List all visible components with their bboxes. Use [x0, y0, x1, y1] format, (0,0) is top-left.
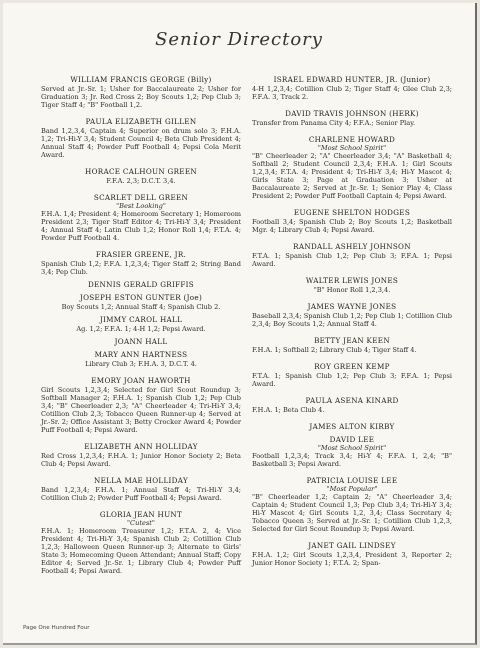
senior-entry — [252, 362, 452, 388]
senior-activities: "B" Cheerleader 1,2; Captain 2; "A" Cheerleader 3,4; Captain 4; Student Council 1,3; Pep Club 3,4; Tri-Hi-Y 3,4; Hi-Y Mascot 4; Girl Scouts 1,2, 3,4; Class Secretary 4; Tobacco Queen 3; Served at Jr.-Sr. 1; Cotillion Club 1,2,3, Selected for Girl Scout Roundup 3; Pepsi Award. — [252, 493, 452, 533]
senior-entry — [252, 208, 452, 234]
senior-entry — [41, 117, 241, 159]
senior-activities: Library Club 3; F.H.A. 3, D.C.T. 4. — [85, 360, 197, 368]
senior-activities: F.H.A. 1; Softball 2; Library Club 4; Tiger Staff 4. — [252, 346, 417, 354]
senior-name: DAVID LEE — [329, 435, 375, 444]
page-footer: Page One Hundred Four — [23, 625, 90, 631]
senior-superlative: "Best Looking" — [116, 202, 166, 210]
senior-activities: Spanish Club 1,2; F.F.A. 1,2,3,4; Tiger Staff 2; String Band 3,4; Pep Club. — [41, 260, 241, 276]
senior-entry — [41, 293, 241, 311]
senior-entry — [41, 337, 241, 346]
senior-entry — [252, 435, 452, 468]
senior-activities: F.T.A. 1; Spanish Club 1,2; Pep Club 3; F.F.A. 1; Pepsi Award. — [252, 372, 452, 388]
senior-entry — [252, 135, 452, 200]
senior-superlative: "Cutest" — [127, 519, 155, 527]
senior-entry — [252, 396, 452, 414]
senior-entry — [41, 250, 241, 276]
senior-activities: Served at Jr.-Sr. 1; Usher for Baccalaureate 2; Usher for Graduation 3; Jr. Red Cross 2; Boy Scouts 1,2; Pep Club 3; Tiger Staff 4; "B" Football 1,2. — [41, 85, 241, 109]
senior-name: JOSEPH ESTON GUNTER (Joe) — [79, 293, 203, 302]
senior-entry — [41, 442, 241, 468]
senior-name: JAMES ALTON KIRBY — [309, 422, 395, 431]
senior-entry — [252, 476, 452, 533]
senior-name: PAULA ASENA KINARD — [305, 396, 399, 405]
senior-name: FRASIER GREENE, JR. — [95, 250, 187, 259]
senior-name: JAMES WAYNE JONES — [307, 302, 397, 311]
senior-activities: Football 1,2,3,4; Track 3,4; Hi-Y 4; F.F.A. 1, 2,4; "B" Basketball 3; Pepsi Award. — [252, 452, 452, 468]
senior-entry — [252, 109, 452, 127]
senior-name: EUGENE SHELTON HODGES — [293, 208, 411, 217]
senior-activities: Boy Scouts 1,2; Annual Staff 4; Spanish Club 2. — [61, 303, 221, 311]
senior-name: RANDALL ASHELY JOHNSON — [293, 242, 411, 251]
right-column — [252, 75, 452, 575]
senior-activities: Baseball 2,3,4; Spanish Club 1,2; Pep Club 1; Cotillion Club 2,3,4; Boy Scouts 1,2; Annual Staff 4. — [252, 312, 452, 328]
senior-superlative: "Most Popular" — [326, 485, 378, 493]
senior-activities: 4-H 1,2,3,4; Cotillion Club 2; Tiger Staff 4; Glee Club 2,3; F.F.A. 3, Track 2. — [252, 85, 452, 101]
senior-activities: F.F.A. 2,3; D.C.T. 3,4. — [106, 177, 176, 185]
senior-activities: Band 1,2,3,4; F.H.A. 1; Annual Staff 4; Tri-Hi-Y 3,4; Cotillion Club 2; Powder Puff Football 4; Pepsi Award. — [41, 486, 241, 502]
senior-entry — [252, 276, 452, 294]
senior-entry — [252, 302, 452, 328]
senior-entry — [41, 193, 241, 242]
senior-name: ISRAEL EDWARD HUNTER, JR. (Junior) — [273, 75, 431, 84]
senior-name: EMORY JOAN HAWORTH — [91, 376, 191, 385]
senior-name: DAVID TRAVIS JOHNSON (HERK) — [285, 109, 419, 118]
senior-entry — [252, 75, 452, 101]
senior-name: PATRICIA LOUISE LEE — [306, 476, 398, 485]
senior-superlative: "Most School Spirit" — [317, 444, 387, 452]
senior-name: WILLIAM FRANCIS GEORGE (Billy) — [70, 75, 212, 84]
senior-activities: "B" Cheerleader 2; "A" Cheerleader 3,4; "A" Basketball 4; Softball 2; Student Council 2,3,4; F.H.A. 1; Girl Scouts 1,2,3,4; F.T.A. 4; President 4; Tri-Hi-Y 3,4; Hi-Y Mascot 4; Girls State 3; Page at Graduation 3; Usher at Baccalaureate 2; Served at Jr.-Sr. 1; Senior Play 4; Class President 2; Powder Puff Football Captain 4; Pepsi Award. — [252, 152, 452, 200]
senior-activities: Red Cross 1,2,3,4; F.H.A. 1; Junior Honor Society 2; Beta Club 4; Pepsi Award. — [41, 452, 241, 468]
senior-activities: Transfer from Panama City 4; F.F.A.; Senior Play. — [252, 119, 416, 127]
senior-activities: Girl Scouts 1,2,3,4; Selected for Girl Scout Roundup 3; Softball Manager 2; F.H.A. 1; Spanish Club 1,2; Pep Club 3,4; "B" Cheerleader 2,3; "A" Cheerleader 4; Tri-Hi-Y 3,4; Cotillion Club 2,3; Tobacco Queen Runner-up 4; Served at Jr.-Sr. 2; Office Assistant 3; Betty Crocker Award 4; Powder Puff Football 4; Pepsi Award. — [41, 386, 241, 434]
senior-activities: Football 3,4; Spanish Club 2; Boy Scouts 1,2; Basketball Mgr. 4; Library Club 4; Pepsi Award. — [252, 218, 452, 234]
senior-name: SCARLET DELL GREEN — [93, 193, 189, 202]
senior-activities: F.H.A. 1; Homeroom Treasurer 1,2; F.T.A. 2, 4; Vice President 4; Tri-Hi-Y 3,4; Spanish Club 2; Cotillion Club 1,2,3; Halloween Queen Runner-up 3; Alternate to Girls' State 3; Homecoming Queen Attendant; Annual Staff; Copy Editor 4; Served Jr.-Sr. 1; Library Club 4; Powder Puff Football 4; Pepsi Award. — [41, 527, 241, 575]
senior-entry — [41, 315, 241, 333]
senior-name: JIMMY CAROL HALL — [99, 315, 183, 324]
senior-name: JOANN HALL — [114, 337, 168, 346]
yearbook-page — [3, 3, 477, 645]
senior-name: GLORIA JEAN HUNT — [99, 510, 183, 519]
senior-name: WALTER LEWIS JONES — [305, 276, 399, 285]
senior-entry — [41, 167, 241, 185]
senior-name: ELIZABETH ANN HOLLIDAY — [84, 442, 198, 451]
senior-entry — [41, 510, 241, 575]
senior-entry — [41, 280, 241, 289]
senior-name: DENNIS GERALD GRIFFIS — [87, 280, 195, 289]
senior-name: CHARLENE HOWARD — [308, 135, 396, 144]
senior-activities: Ag. 1,2; F.F.A. 1; 4-H 1,2; Pepsi Award. — [76, 325, 206, 333]
senior-name: ROY GREEN KEMP — [314, 362, 390, 371]
senior-entry — [252, 422, 452, 431]
senior-name: NELLA MAE HOLLIDAY — [94, 476, 188, 485]
senior-entry — [41, 75, 241, 109]
senior-entry — [252, 541, 452, 567]
senior-name: JANET GAIL LINDSEY — [308, 541, 396, 550]
senior-entry — [41, 476, 241, 502]
left-column — [41, 75, 241, 583]
senior-name: PAULA ELIZABETH GILLEN — [85, 117, 197, 126]
senior-superlative: "Most School Spirit" — [317, 144, 387, 152]
senior-activities: F.T.A. 1; Spanish Club 1,2; Pep Club 3; F.F.A. 1; Pepsi Award. — [252, 252, 452, 268]
senior-name: MARY ANN HARTNESS — [94, 350, 188, 359]
senior-name: HORACE CALHOUN GREEN — [85, 167, 197, 176]
senior-entry — [252, 336, 452, 354]
senior-entry — [41, 376, 241, 434]
page-title: Senior Directory — [155, 29, 323, 50]
senior-activities: "B" Honor Roll 1,2,3,4. — [313, 286, 391, 294]
senior-name: BETTY JEAN KEEN — [314, 336, 390, 345]
senior-entry — [252, 242, 452, 268]
senior-activities: F.H.A. 1; Beta Club 4. — [252, 406, 325, 414]
senior-activities: Band 1,2,3,4, Captain 4; Superior on drum solo 3; F.H.A. 1,2; Tri-Hi-Y 3,4; Student Council 4; Beta Club President 4; Annual Staff 4; Powder Puff Football 4; Pepsi Cola Merit Award. — [41, 127, 241, 159]
senior-activities: F.H.A. 1,4; President 4; Homeroom Secretary 1; Homeroom President 2,3; Tiger Staff Editor 4; Tri-Hi-Y 3,4; President 4; Annual Staff 4; Latin Club 1,2; Honor Roll 1,4; F.T.A. 4; Powder Puff Football 4. — [41, 210, 241, 242]
senior-activities: F.H.A. 1,2; Girl Scouts 1,2,3,4, President 3, Reporter 2; Junior Honor Society 1; F.T.A. 2; Span- — [252, 551, 452, 567]
senior-entry — [41, 350, 241, 368]
